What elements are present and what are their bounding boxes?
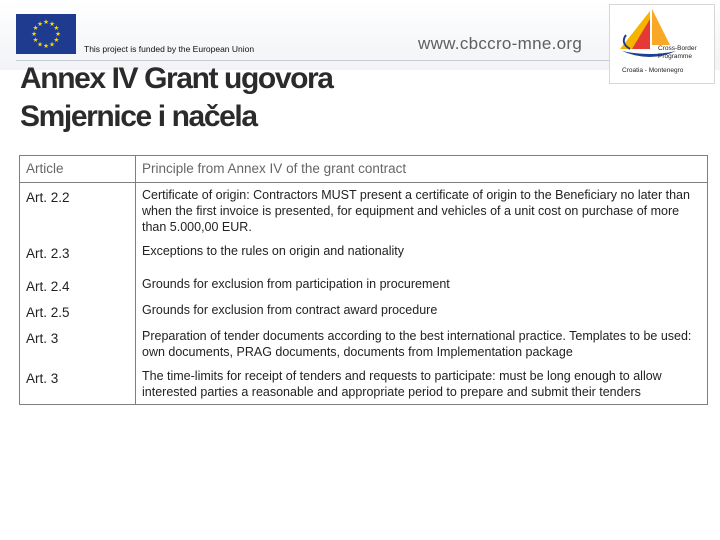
website-url: www.cbccro-mne.org — [418, 34, 583, 53]
table-row — [20, 364, 708, 405]
column-header-principle: Principle from Annex IV of the grant contract — [136, 156, 708, 183]
eu-stars-graphic — [16, 14, 76, 54]
column-header-article: Article — [20, 156, 136, 183]
article-cell: Art. 2.4 — [20, 272, 136, 298]
eu-star-icon: ★ — [32, 25, 39, 33]
eu-star-icon: ★ — [31, 31, 37, 39]
eu-star-icon: ★ — [49, 20, 55, 28]
grant-principles-table — [19, 155, 708, 405]
table-row — [20, 239, 708, 272]
principle-cell: Grounds for exclusion from contract award procedure — [136, 298, 708, 324]
eu-star-icon: ★ — [55, 31, 61, 39]
eu-star-icon: ★ — [37, 41, 43, 49]
eu-star-icon: ★ — [43, 19, 49, 27]
logo-text-programme: Programme — [658, 53, 692, 60]
principle-cell: Preparation of tender documents according to the best international practice. Templates to be used: own documents, PRAG documents, documents from Implementation package — [136, 324, 708, 364]
eu-flag-icon — [16, 14, 76, 54]
article-cell: Art. 3 — [20, 364, 136, 405]
logo-text-cross-border: Cross-Border — [658, 45, 697, 52]
principle-cell: Certificate of origin: Contractors MUST present a certificate of origin to the Beneficiary no later than when the first invoice is presented, for equipment and vehicles of a unit cost on purchase of more than 5.000,00 EUR. — [136, 183, 708, 240]
eu-star-icon: ★ — [32, 37, 39, 45]
principle-cell: Grounds for exclusion from participation in procurement — [136, 272, 708, 298]
logo-text-countries: Croatia - Montenegro — [622, 67, 684, 74]
eu-funding-caption: This project is funded by the European Union — [84, 44, 255, 54]
page-title-line-2: Smjernice i načela — [20, 100, 257, 133]
table-row — [20, 183, 708, 240]
article-cell: Art. 2.3 — [20, 239, 136, 272]
table-row — [20, 272, 708, 298]
page-title-line-1: Annex IV Grant ugovora — [20, 62, 333, 95]
principle-cell: The time-limits for receipt of tenders and requests to participate: must be long enough to allow interested parties a reasonable and appropriate period to prepare and submit their tenders — [136, 364, 708, 405]
table-header-row — [20, 156, 708, 183]
eu-star-icon: ★ — [43, 43, 49, 51]
programme-logo — [609, 4, 715, 84]
article-cell: Art. 3 — [20, 324, 136, 364]
table-row — [20, 324, 708, 364]
table-row — [20, 298, 708, 324]
page-title — [20, 60, 333, 136]
principle-cell: Exceptions to the rules on origin and nationality — [136, 239, 708, 272]
eu-star-icon: ★ — [53, 37, 60, 45]
article-cell: Art. 2.2 — [20, 183, 136, 240]
eu-star-icon: ★ — [53, 25, 60, 33]
eu-star-icon: ★ — [49, 41, 55, 49]
article-cell: Art. 2.5 — [20, 298, 136, 324]
eu-star-icon: ★ — [37, 20, 43, 28]
